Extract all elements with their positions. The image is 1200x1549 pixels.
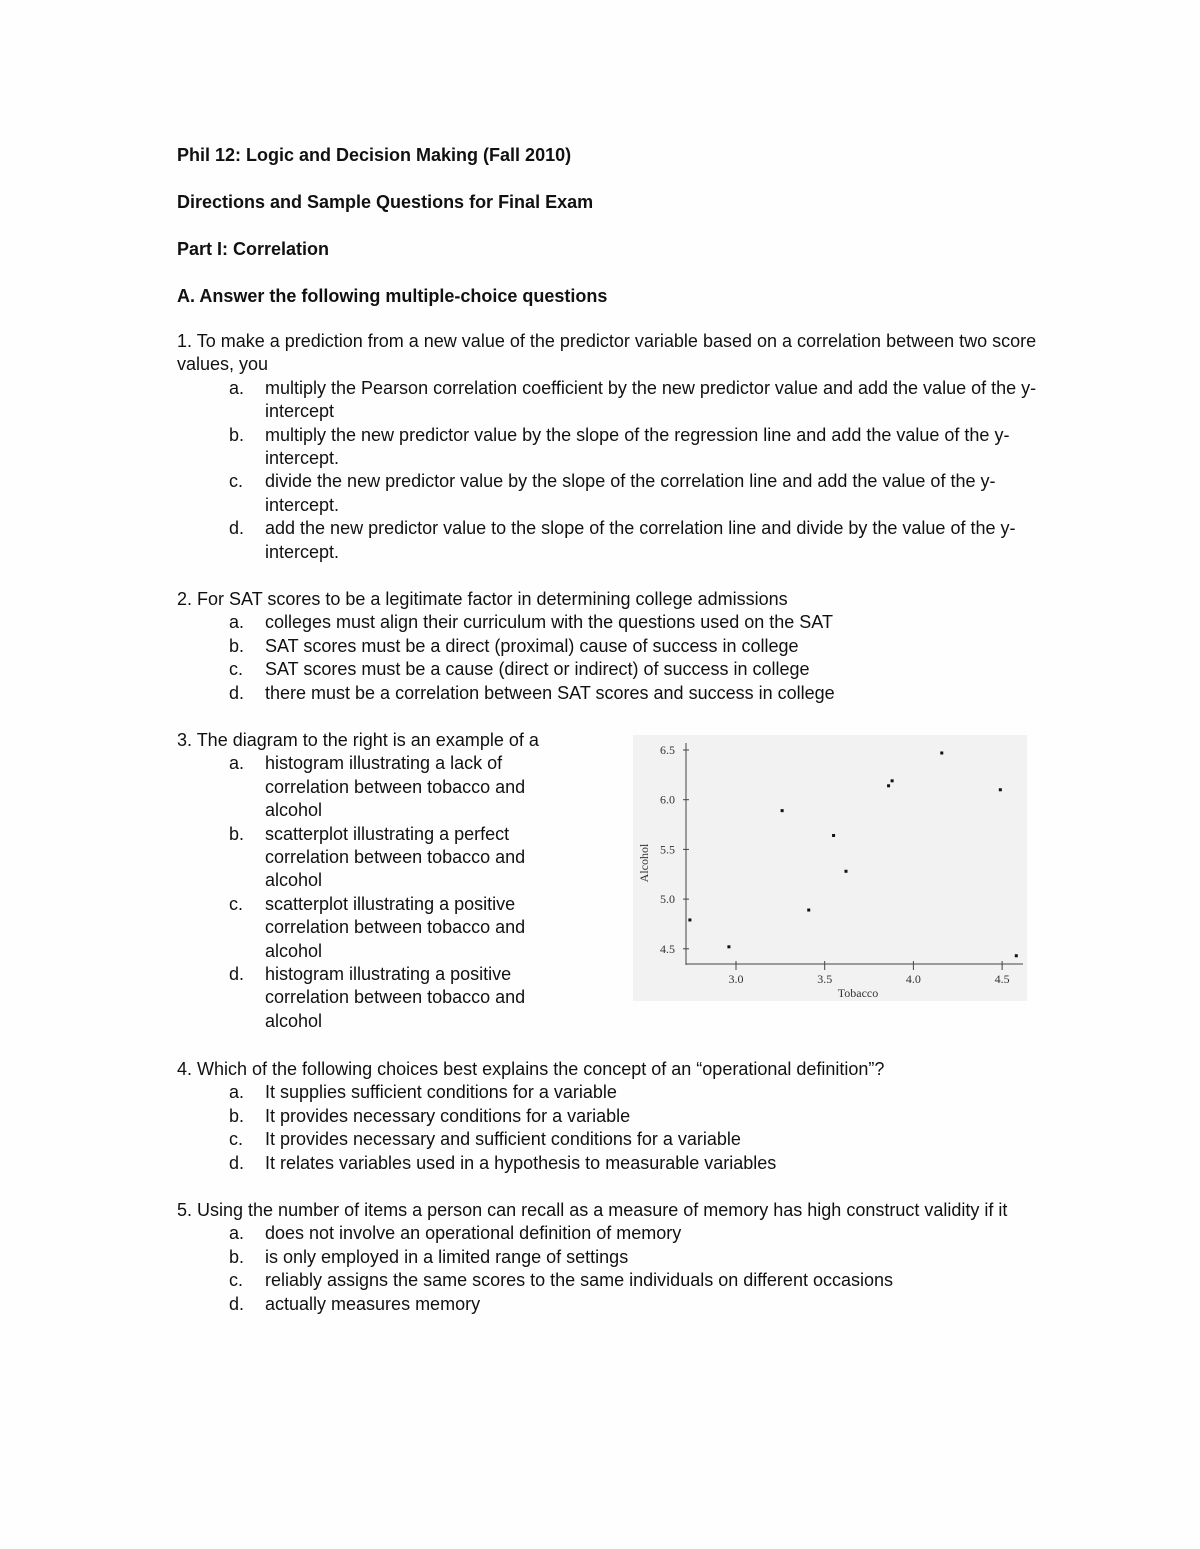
svg-text:3.0: 3.0 <box>728 972 744 986</box>
option-a: a. colleges must align their curriculum with the questions used on the SAT <box>229 612 833 633</box>
data-point <box>727 945 730 948</box>
svg-text:3.5: 3.5 <box>817 972 833 986</box>
question-stem: 3. The diagram to the right is an example of a <box>177 730 539 750</box>
x-axis-label: Tobacco <box>837 986 879 1000</box>
question-5 <box>177 1199 1037 1316</box>
data-point <box>999 788 1002 791</box>
course-title: Phil 12: Logic and Decision Making (Fall 2010) <box>177 145 572 165</box>
question-stem: 2. For SAT scores to be a legitimate factor in determining college admissions <box>177 589 788 609</box>
option-b: b. is only employed in a limited range of settings <box>229 1246 629 1267</box>
data-point <box>781 809 784 812</box>
scatterplot-svg <box>633 735 1027 1001</box>
svg-text:6.0: 6.0 <box>660 792 675 807</box>
option-b: b. SAT scores must be a direct (proximal) cause of success in college <box>229 635 799 656</box>
data-point <box>807 909 810 912</box>
x-ticks <box>729 961 1010 986</box>
svg-text:4.5: 4.5 <box>660 941 675 956</box>
option-c: c. reliably assigns the same scores to the same individuals on different occasions <box>229 1270 893 1291</box>
data-point <box>832 834 835 837</box>
scatterplot-tobacco-alcohol <box>633 735 1027 1001</box>
option-c: c. It provides necessary and sufficient conditions for a variable <box>229 1129 741 1150</box>
option-c: c. SAT scores must be a cause (direct or indirect) of success in college <box>229 659 810 680</box>
question-stem: 4. Which of the following choices best explains the concept of an “operational definition”? <box>177 1059 885 1079</box>
svg-text:6.5: 6.5 <box>660 743 675 757</box>
option-b: b. scatterplot illustrating a perfect correlation between tobacco and alcohol <box>229 823 526 891</box>
option-a: a. histogram illustrating a lack of correlation between tobacco and alcohol <box>229 753 526 821</box>
svg-text:4.0: 4.0 <box>905 972 921 986</box>
data-point <box>844 870 847 873</box>
option-b: b. multiply the new predictor value by the slope of the regression line and add the value of the y-intercept. <box>229 424 1010 469</box>
document-subtitle: Directions and Sample Questions for Final Exam <box>177 192 594 212</box>
svg-text:4.5: 4.5 <box>994 972 1010 986</box>
section-heading: A. Answer the following multiple-choice questions <box>177 286 608 306</box>
option-d: d. there must be a correlation between SAT scores and success in college <box>229 682 835 703</box>
data-point <box>940 751 943 754</box>
option-d: d. add the new predictor value to the slope of the correlation line and divide by the value of the y-intercept. <box>229 518 1016 562</box>
data-point <box>887 784 890 787</box>
question-3 <box>177 729 587 1033</box>
question-2 <box>177 588 1037 705</box>
question-stem: 1. To make a prediction from a new value of the predictor variable based on a correlation between two score values, you <box>177 331 1037 375</box>
option-b: b. It provides necessary conditions for a variable <box>229 1105 631 1126</box>
option-a: a. It supplies sufficient conditions for a variable <box>229 1082 617 1103</box>
question-1 <box>177 330 1037 564</box>
svg-text:5.0: 5.0 <box>660 892 675 907</box>
option-a: a. multiply the Pearson correlation coefficient by the new predictor value and add the value of the y-intercept <box>229 377 1037 422</box>
data-points <box>688 751 1017 957</box>
data-point <box>1015 954 1018 957</box>
data-point <box>891 779 894 782</box>
question-stem: 5. Using the number of items a person can recall as a measure of memory has high construct validity if it <box>177 1200 1008 1220</box>
y-axis-label: Alcohol <box>637 843 651 883</box>
option-d: d. histogram illustrating a positive correlation between tobacco and alcohol <box>229 964 526 1031</box>
option-a: a. does not involve an operational definition of memory <box>229 1223 682 1244</box>
option-d: d. actually measures memory <box>229 1293 481 1314</box>
question-4 <box>177 1058 1037 1175</box>
part-heading: Part I: Correlation <box>177 239 330 259</box>
svg-text:5.5: 5.5 <box>660 842 675 857</box>
option-c: c. scatterplot illustrating a positive correlation between tobacco and alcohol <box>229 893 526 961</box>
data-point <box>688 918 691 921</box>
y-ticks <box>660 743 689 956</box>
option-c: c. divide the new predictor value by the slope of the correlation line and add the value of the y-intercept. <box>229 471 996 515</box>
option-d: d. It relates variables used in a hypothesis to measurable variables <box>229 1152 777 1173</box>
